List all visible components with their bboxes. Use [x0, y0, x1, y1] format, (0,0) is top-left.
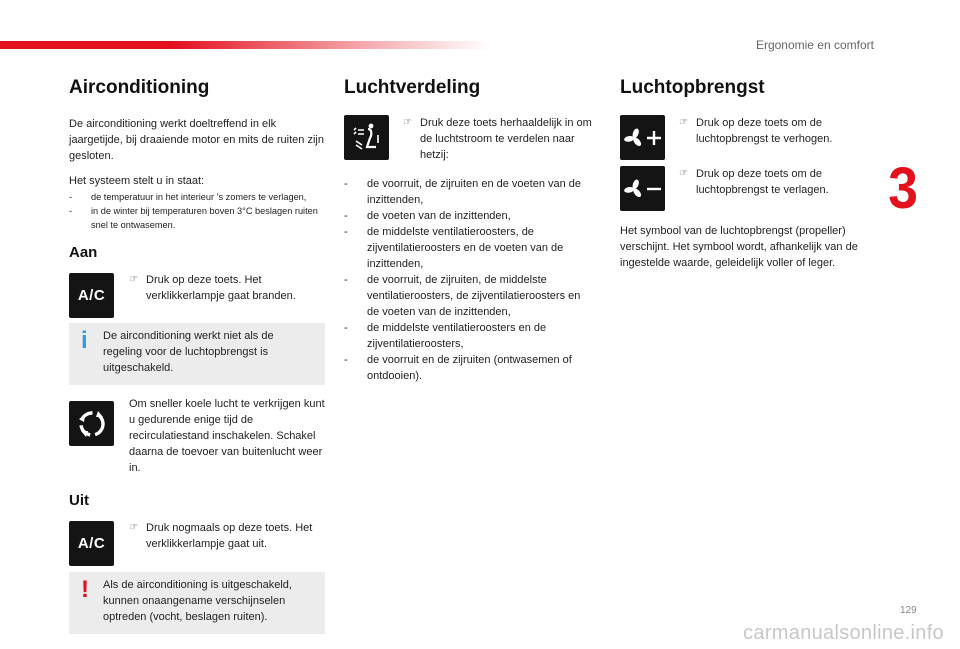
air-distribution-icon [344, 115, 389, 160]
ac-on-instruction: ☞ Druk op deze toets. Het verklikkerlampje gaat branden. [129, 274, 296, 302]
on-title: Aan [69, 244, 98, 261]
warning-icon: ! [81, 576, 89, 603]
airflow-increase-text: ☞ Druk op deze toets om de luchtopbrengst te verhogen. [679, 117, 833, 145]
airco-intro: De airconditioning werkt doeltreffend in elk jaargetijde, bij draaiende motor en mits de ruiten zijn gesloten. [69, 118, 324, 162]
recirc-row [69, 398, 325, 476]
system-intro: Het systeem stelt u in staat: [69, 175, 205, 187]
list-item: - de voorruit en de zijruiten (ontwasemen of ontdooien). [344, 354, 572, 382]
airco-title: Airconditioning [69, 77, 210, 98]
airflow-note: Het symbool van de luchtopbrengst (propeller) verschijnt. Het symbool wordt, afhankelijk van de ingestelde waarde, geleidelijk voller of leger. [620, 225, 858, 269]
ac-off-instruction: ☞ Druk nogmaals op deze toets. Het verklikkerlampje gaat uit. [129, 522, 313, 550]
warning-note: ! Als de airconditioning is uitgeschakeld, kunnen onaangename verschijnselen optreden (vocht, beslagen ruiten). [69, 572, 325, 634]
ac-on-row [69, 273, 325, 318]
system-list [69, 190, 325, 232]
ac-button-icon: A/C [69, 521, 114, 566]
distribution-row [344, 115, 594, 163]
airflow-title: Luchtopbrengst [620, 77, 765, 98]
info-icon: i [81, 327, 88, 354]
ac-off-row [69, 521, 325, 566]
chapter-number: 3 [888, 156, 918, 221]
list-item: - de middelste ventilatieroosters en de zijventilatieroosters, [344, 322, 547, 350]
recirculation-icon [69, 401, 114, 446]
airflow-decrease-text: ☞ Druk op deze toets om de luchtopbrengst te verlagen. [679, 168, 829, 196]
airflow-decrease-row [620, 166, 878, 211]
finger-icon: ☞ [403, 117, 412, 128]
list-item: - de temperatuur in het interieur ’s zomers te verlagen, [69, 192, 307, 202]
fan-minus-icon [620, 166, 665, 211]
recirc-text: Om sneller koele lucht te verkrijgen kunt u gedurende enige tijd de recirculatiestand inschakelen. Schakel daarna de toevoer van buitenlucht weer in. [129, 398, 325, 474]
page-number: 129 [900, 605, 917, 616]
airflow-column [620, 76, 878, 271]
distribution-column [344, 76, 594, 384]
list-item: - de voeten van de inzittenden, [344, 210, 511, 222]
finger-icon: ☞ [679, 117, 688, 128]
list-item: - in de winter bij temperaturen boven 3°C beslagen ruiten snel te ontwasemen. [69, 206, 318, 230]
airco-column [69, 76, 325, 634]
watermark: carmanualsonline.info [743, 622, 944, 644]
distribution-title: Luchtverdeling [344, 77, 481, 98]
finger-icon: ☞ [679, 168, 688, 179]
list-item: - de middelste ventilatieroosters, de zijventilatieroosters en de voeten van de inzittenden, [344, 226, 564, 270]
header-accent-bar [0, 41, 490, 49]
distribution-options [344, 176, 594, 384]
ac-button-icon: A/C [69, 273, 114, 318]
finger-icon: ☞ [129, 522, 138, 533]
fan-plus-icon [620, 115, 665, 160]
section-header: Ergonomie en comfort [755, 38, 874, 52]
off-title: Uit [69, 492, 89, 509]
info-note: i De airconditioning werkt niet als de regeling voor de luchtopbrengst is uitgeschakeld. [69, 323, 325, 385]
list-item: - de voorruit, de zijruiten, de middelste ventilatieroosters, de zijventilatieroosters en de voeten van de inzittenden, [344, 274, 581, 318]
airflow-increase-row [620, 115, 878, 160]
distribution-instruction: ☞ Druk deze toets herhaaldelijk in om de luchtstroom te verdelen naar hetzij: [403, 117, 592, 161]
list-item: - de voorruit, de zijruiten en de voeten van de inzittenden, [344, 178, 582, 206]
finger-icon: ☞ [129, 274, 138, 285]
